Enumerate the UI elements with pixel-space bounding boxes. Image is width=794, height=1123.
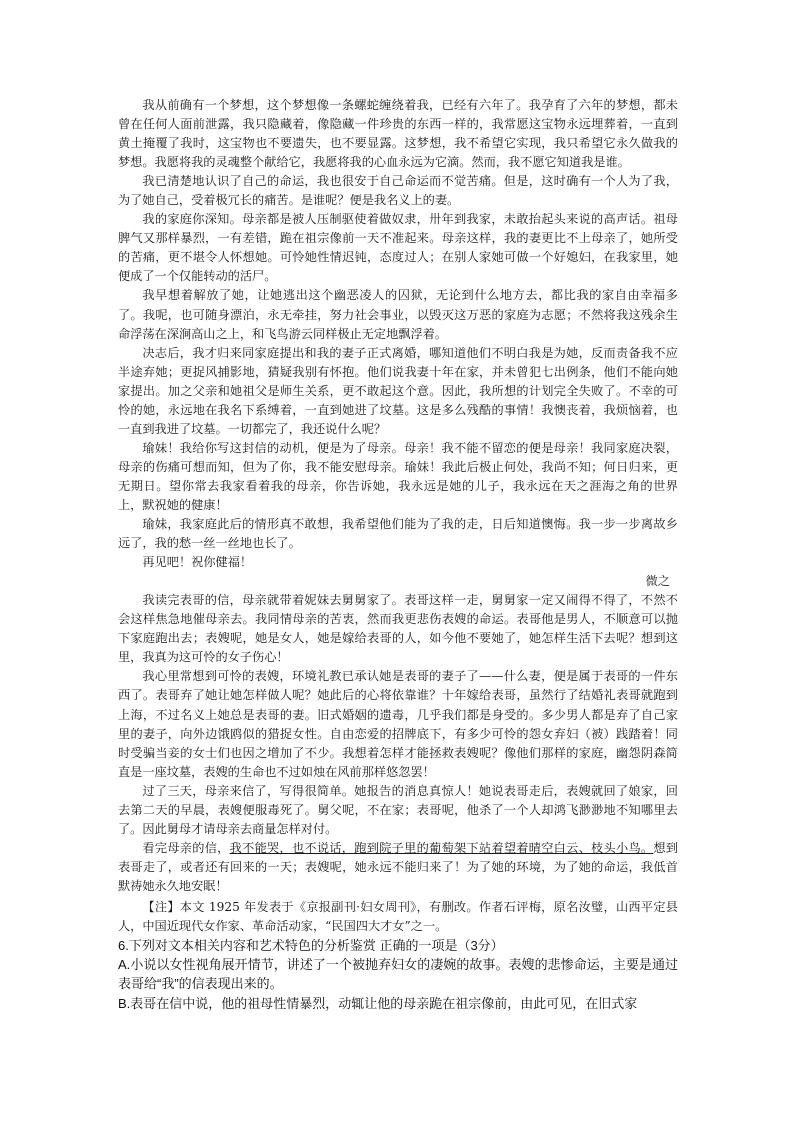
story-paragraph-8: 我读完表哥的信，母亲就带着妮妹去舅舅家了。表哥这样一走，舅舅家一定又闹得不得了，不然不会这样焦急地催母亲去。我同情母亲的苦衷，然而我更悲伤表嫂的命运。表哥他是男人，不顺意可以抛下家庭跑出去；表嫂呢，她是女人，她是嫁给表哥的人，如今他不要她了，她怎样生活下去呢？想到这里，我真为这可怜的女子伤心！ [118, 593, 678, 665]
letter-paragraph-7: 瑜妹，我家庭此后的情形真不敢想，我希望他们能为了我的走，日后知道懊悔。我一步一步离故乡远了，我的愁一丝一丝地也长了。 [118, 517, 678, 551]
letter-paragraph-3: 我的家庭你深知。母亲都是被人压制驱使着做奴隶，卅年到我家，未敢抬起头来说的高声话。祖母脾气又那样暴烈，一有差错，跪在祖宗像前一天不准起来。母亲这样，我的妻更比不上母亲了，她所受的苦痛，更不堪令人怀想她。可怜她性情迟钝，态度过人；在别人家她可做一个好媳妇，在我家里，她便成了一个仅能转动的活尸。 [118, 212, 678, 284]
letter-paragraph-1: 我从前确有一个梦想，这个梦想像一条螺蛇缠绕着我，已经有六年了。我孕育了六年的梦想，都未曾在任何人面前泄露，我只隐藏着，像隐藏一件珍贵的东西一样的，我常愿这宝物永远埋葬着，一直到黄土掩覆了我时，这宝物也不要遗失，也不要显露。这梦想，我不希望它实现，我只希望它永久做我的梦想。我愿将我的灵魂整个献给它，我愿将我的心血永远为它滴。然而，我不愿它知道我是谁。 [118, 98, 678, 170]
letter-paragraph-4: 我早想着解放了她，让她逃出这个幽恶凌人的囚狱，无论到什么地方去，都比我的家自由幸福多了。我呢，也可随身漂泊，永无牵挂，努力社会事业，以毁灭这万恶的家庭为志愿；不然将我这残余生命浮荡在深涧高山之上，和飞鸟游云同样极止无定地飘浮着。 [118, 288, 678, 341]
underlined-sentence: 我不能哭，也不说话，跑到院子里的葡萄架下站着望着晴空白云、枝头小鸟。 [229, 840, 654, 855]
option-b: B.表哥在信中说，他的祖母性情暴烈，动辄让他的母亲跪在祖宗像前，由此可见，在旧式家 [118, 995, 638, 1011]
author-note: 【注】本文 1925 年发表于《京报副刊·妇女周刊》，有删改。作者石评梅，原名汝璧，山西平定县人，中国近现代女作家、革命活动家，“民国四大才女”之一。 [118, 899, 678, 934]
letter-paragraph-5: 决志后，我才归来同家庭提出和我的妻子正式离婚，哪知道他们不明白我是为她，反而责备我不应半途弃她；更捉风捕影地，猜疑我别有怀抱。他们说我妻十年在家，并未曾犯七出例条，他们不能向她家提出。加之父亲和她祖父是师生关系，更不敢起这个意。因此，我所想的计划完全失败了。不幸的可怜的她，永远地在我名下系缚着，一直到她进了坟墓。这是多么残酷的事情！我懊丧着，我烦恼着，也一直到我进了坟墓。一切都完了，我还说什么呢？ [118, 345, 678, 436]
article-body [118, 96, 678, 1013]
question-stem: 6.下列对文本相关内容和艺术特色的分析鉴赏 正确的一项是（3分） [118, 938, 504, 954]
story-paragraph-10: 过了三天，母亲来信了，写得很简单。她报告的消息真惊人！她说表哥走后，表嫂就回了娘家，回去第二天的早晨，表嫂便服毒死了。舅父呢，不在家；表哥呢，他杀了一个人却鸿飞渺渺地不知哪里去了。因此舅母才请母亲去商量怎样对付。 [118, 783, 678, 836]
story-paragraph-9: 我心里常想到可怜的表嫂，环境礼教已承认她是表哥的妻子了——什么妻，便是属于表哥的一件东西了。表哥弃了她让她怎样做人呢？她此后的心将依靠谁？十年嫁给表哥，虽然行了结婚礼表哥就跑到上海，不过名义上她总是表哥的妻。旧式婚姻的遗毒，几乎我们都是身受的。多少男人都是弃了自己家里的妻子，向外边饿鸥似的猎捉女性。自由恋爱的招牌底下，有多少可怜的怨女弃妇（被）践踏着！同时受骗当妾的女士们也因之增加了不少。我想着怎样才能拯救表嫂呢？像他们那样的家庭，幽怨阴森简直是一座坟墓，表嫂的生命也不过如烛在风前那样悠忽罢！ [118, 669, 678, 779]
story-p11-pre: 看完母亲的信， [142, 840, 230, 855]
letter-paragraph-2: 我已清楚地认识了自己的命运，我也很安于自己命运而不觉苦痛。但是，这时确有一个人为了我，为了她自己，受着极冗长的痛苦。是谁呢？便是我名义上的妻。 [118, 174, 678, 208]
story-p11-post: 想到表哥走了，或者还有回来的一天；表嫂呢，她永远不能归来了！为了她的环境，为了她的命运，我低首默祷她永久地安眠！ [118, 840, 679, 893]
story-paragraph-11 [118, 839, 678, 896]
option-a: A.小说以女性视角展开情节，讲述了一个被抛弃妇女的凄婉的故事。表嫂的悲惨命运，主要是通过表哥给“我”的信表现出来的。 [118, 957, 678, 992]
letter-signature: 微之 [645, 574, 670, 589]
letter-paragraph-6: 瑜妹！我给你写这封信的动机，便是为了母亲。母亲！我不能不留恋的便是母亲！我同家庭决裂，母亲的伤痛可想而知，但为了你，我不能安慰母亲。瑜妹！我此后极止何处，我尚不知；何日归来，更无期日。望你常去我家看着我的母亲，你告诉她，我永远是她的儿子，我永远在天之涯海之角的世界上，默祝她的健康！ [118, 440, 678, 512]
letter-closing: 再见吧！祝你健福！ [142, 555, 253, 570]
